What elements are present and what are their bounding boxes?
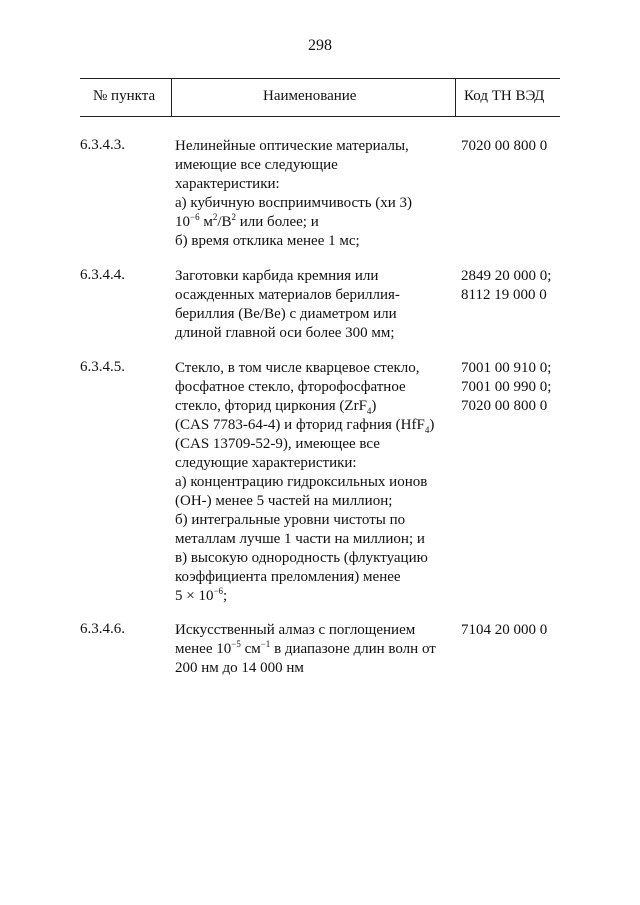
tn-ved-code: 7001 00 990 0;	[461, 379, 552, 395]
header-name: Наименование	[263, 88, 357, 104]
header-number: № пункта	[93, 88, 156, 104]
header-divider-left	[171, 78, 172, 116]
item-codes	[461, 137, 547, 156]
description-line: а) концентрацию гидроксильных ионов	[175, 474, 428, 490]
tn-ved-code: 7020 00 800 0	[461, 138, 548, 154]
description-line: осажденных материалов бериллия-	[175, 287, 400, 303]
description-line: менее $10^{-5}$ $см^{-1}$ в диапазоне длин волн от	[175, 639, 436, 657]
item-number: 6.3.4.6.	[80, 621, 125, 637]
description-line: Стекло, в том числе кварцевое стекло,	[175, 360, 420, 376]
description-line: а) кубичную восприимчивость (хи 3)	[175, 195, 413, 211]
description-line: (ОН-) менее 5 частей на миллион;	[175, 493, 393, 509]
description-line: б) время отклика менее 1 мс;	[175, 233, 360, 249]
item-codes	[461, 267, 551, 305]
description-line: 200 нм до 14 000 нм	[175, 660, 304, 676]
header-code: Код ТН ВЭД	[464, 88, 545, 104]
description-line: стекло, фторид циркония (ZrF$_4$)	[175, 398, 377, 416]
item-codes	[461, 621, 547, 640]
header-divider-right	[455, 78, 456, 116]
tn-ved-code: 8112 19 000 0	[461, 287, 547, 303]
description-line: $10^{-6}$ $м^2/В^2$ или более; и	[175, 212, 319, 230]
description-line: Заготовки карбида кремния или	[175, 268, 379, 284]
description-line: металлам лучше 1 части на миллион; и	[175, 531, 425, 547]
description-line: следующие характеристики:	[175, 455, 357, 471]
tn-ved-code: 2849 20 000 0;	[461, 268, 552, 284]
header-top-rule	[80, 78, 560, 79]
description-line: коэффициента преломления) менее	[175, 569, 401, 585]
description-line: в) высокую однородность (флуктуацию	[175, 550, 428, 566]
description-line: бериллия (Ве/Ве) с диаметром или	[175, 306, 397, 322]
description-line: Нелинейные оптические материалы,	[175, 138, 409, 154]
tn-ved-code: 7001 00 910 0;	[461, 360, 552, 376]
item-number: 6.3.4.3.	[80, 137, 125, 153]
description-line: фосфатное стекло, фторофосфатное	[175, 379, 406, 395]
description-line: длиной главной оси более 300 мм;	[175, 325, 395, 341]
item-number: 6.3.4.4.	[80, 267, 125, 283]
description-line: характеристики:	[175, 176, 280, 192]
description-line: б) интегральные уровни чистоты по	[175, 512, 406, 528]
description-line: Искусственный алмаз с поглощением	[175, 622, 416, 638]
header-bottom-rule	[80, 116, 560, 117]
description-line: (CAS 13709-52-9), имеющее все	[175, 436, 380, 452]
item-description	[175, 359, 460, 606]
description-line: имеющие все следующие	[175, 157, 338, 173]
item-description	[175, 137, 460, 251]
item-number: 6.3.4.5.	[80, 359, 125, 375]
description-line: $5 \times 10^{-6}$;	[175, 586, 228, 604]
item-description	[175, 621, 460, 678]
item-codes	[461, 359, 551, 416]
item-description	[175, 267, 460, 343]
tn-ved-code: 7020 00 800 0	[461, 398, 548, 414]
description-line: (CAS 7783-64-4) и фторид гафния (HfF$_4$)	[175, 417, 435, 435]
page-number: 298	[308, 37, 332, 54]
tn-ved-code: 7104 20 000 0	[461, 622, 548, 638]
